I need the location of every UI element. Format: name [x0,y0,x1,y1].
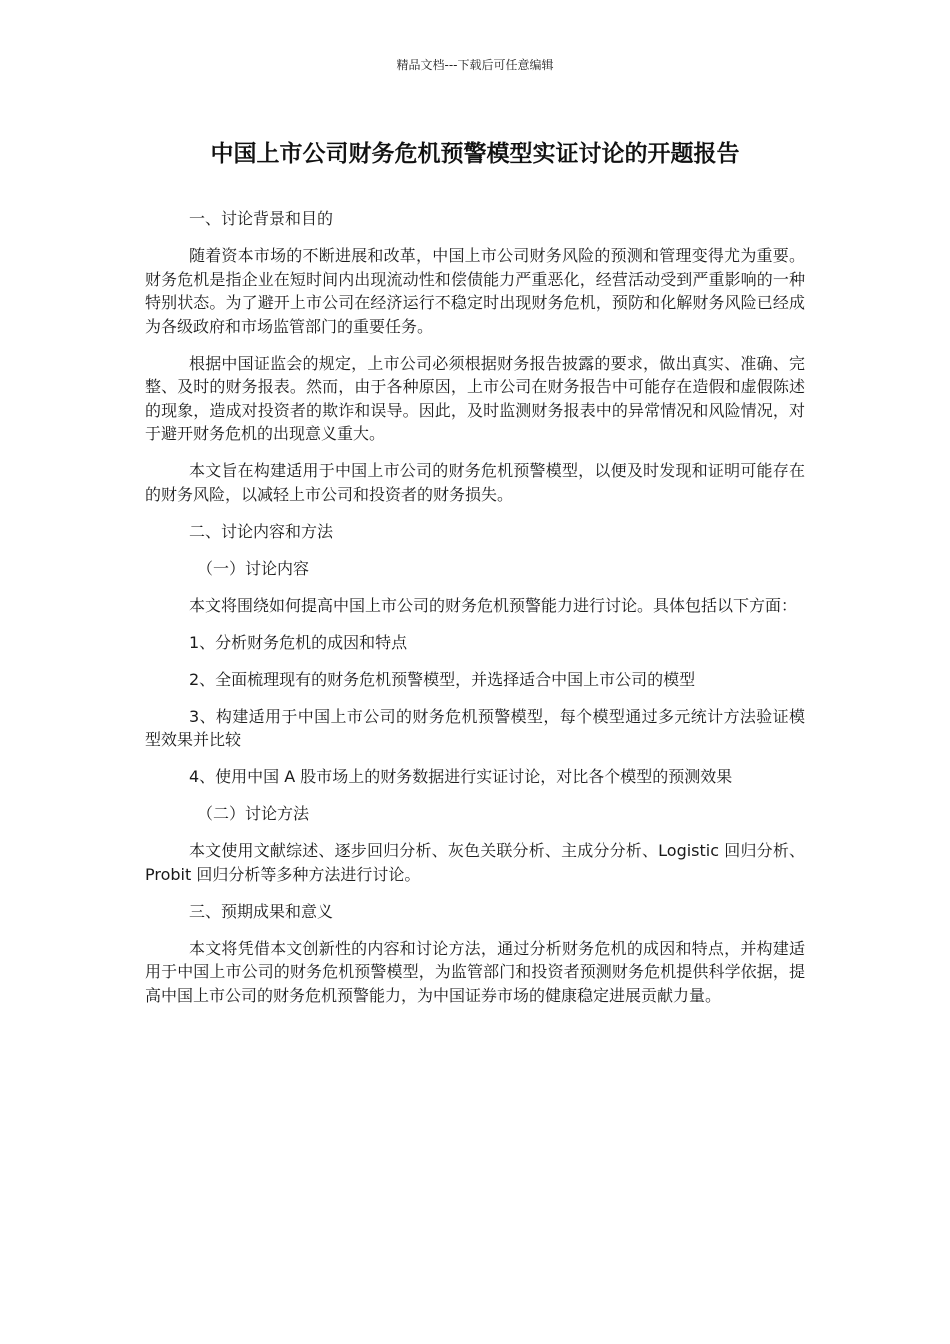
page-header-note: 精品文档---下载后可任意编辑 [396,58,554,72]
paragraph-results: 本文将凭借本文创新性的内容和讨论方法，通过分析财务危机的成因和特点，并构建适用于中国上市公司的财务危机预警模型，为监管部门和投资者预测财务危机提供科学依据，提高中国上市公司的财务危机预警能力，为中国证券市场的健康稳定进展贡献力量。 [145,938,805,1005]
list-item-1: 1、分析财务危机的成因和特点 [189,632,408,652]
section-heading-background: 一、讨论背景和目的 [189,209,334,228]
document-title: 中国上市公司财务危机预警模型实证讨论的开题报告 [210,141,740,167]
subsection-heading-content: （一）讨论内容 [197,558,310,578]
section-heading-content-method: 二、讨论内容和方法 [189,521,334,541]
paragraph-content-intro: 本文将围绕如何提高中国上市公司的财务危机预警能力进行讨论。具体包括以下方面： [189,595,798,615]
section-heading-results: 三、预期成果和意义 [189,901,334,921]
list-item-4: 4、使用中国 A 股市场上的财务数据进行实证讨论，对比各个模型的预测效果 [189,767,733,786]
paragraph-method: 本文使用文献综述、逐步回归分析、灰色关联分析、主成分分析、Logistic 回归分析、Probit 回归分析等多种方法进行讨论。 [145,841,805,884]
paragraph-background-2: 根据中国证监会的规定，上市公司必须根据财务报告披露的要求，做出真实、准确、完整、及时的财务报表。然而，由于各种原因，上市公司在财务报告中可能存在造假和虚假陈述的现象，造成对投资者的欺诈和误导。因此，及时监测财务报表中的异常情况和风险情况，对于避开财务危机的出现意义重大。 [145,353,805,443]
document-body [145,207,805,1021]
list-item-2: 2、全面梳理现有的财务危机预警模型，并选择适合中国上市公司的模型 [189,669,696,689]
paragraph-background-1: 随着资本市场的不断进展和改革，中国上市公司财务风险的预测和管理变得尤为重要。财务危机是指企业在短时间内出现流动性和偿债能力严重恶化，经营活动受到严重影响的一种特别状态。为了避开上市公司在经济运行不稳定时出现财务危机，预防和化解财务风险已经成为各级政府和市场监管部门的重要任务。 [145,246,805,336]
list-item-3: 3、构建适用于中国上市公司的财务危机预警模型，每个模型通过多元统计方法验证模型效果并比较 [145,706,805,749]
subsection-heading-method: （二）讨论方法 [197,804,310,823]
paragraph-background-3: 本文旨在构建适用于中国上市公司的财务危机预警模型，以便及时发现和证明可能存在的财务风险，以减轻上市公司和投资者的财务损失。 [145,461,805,504]
